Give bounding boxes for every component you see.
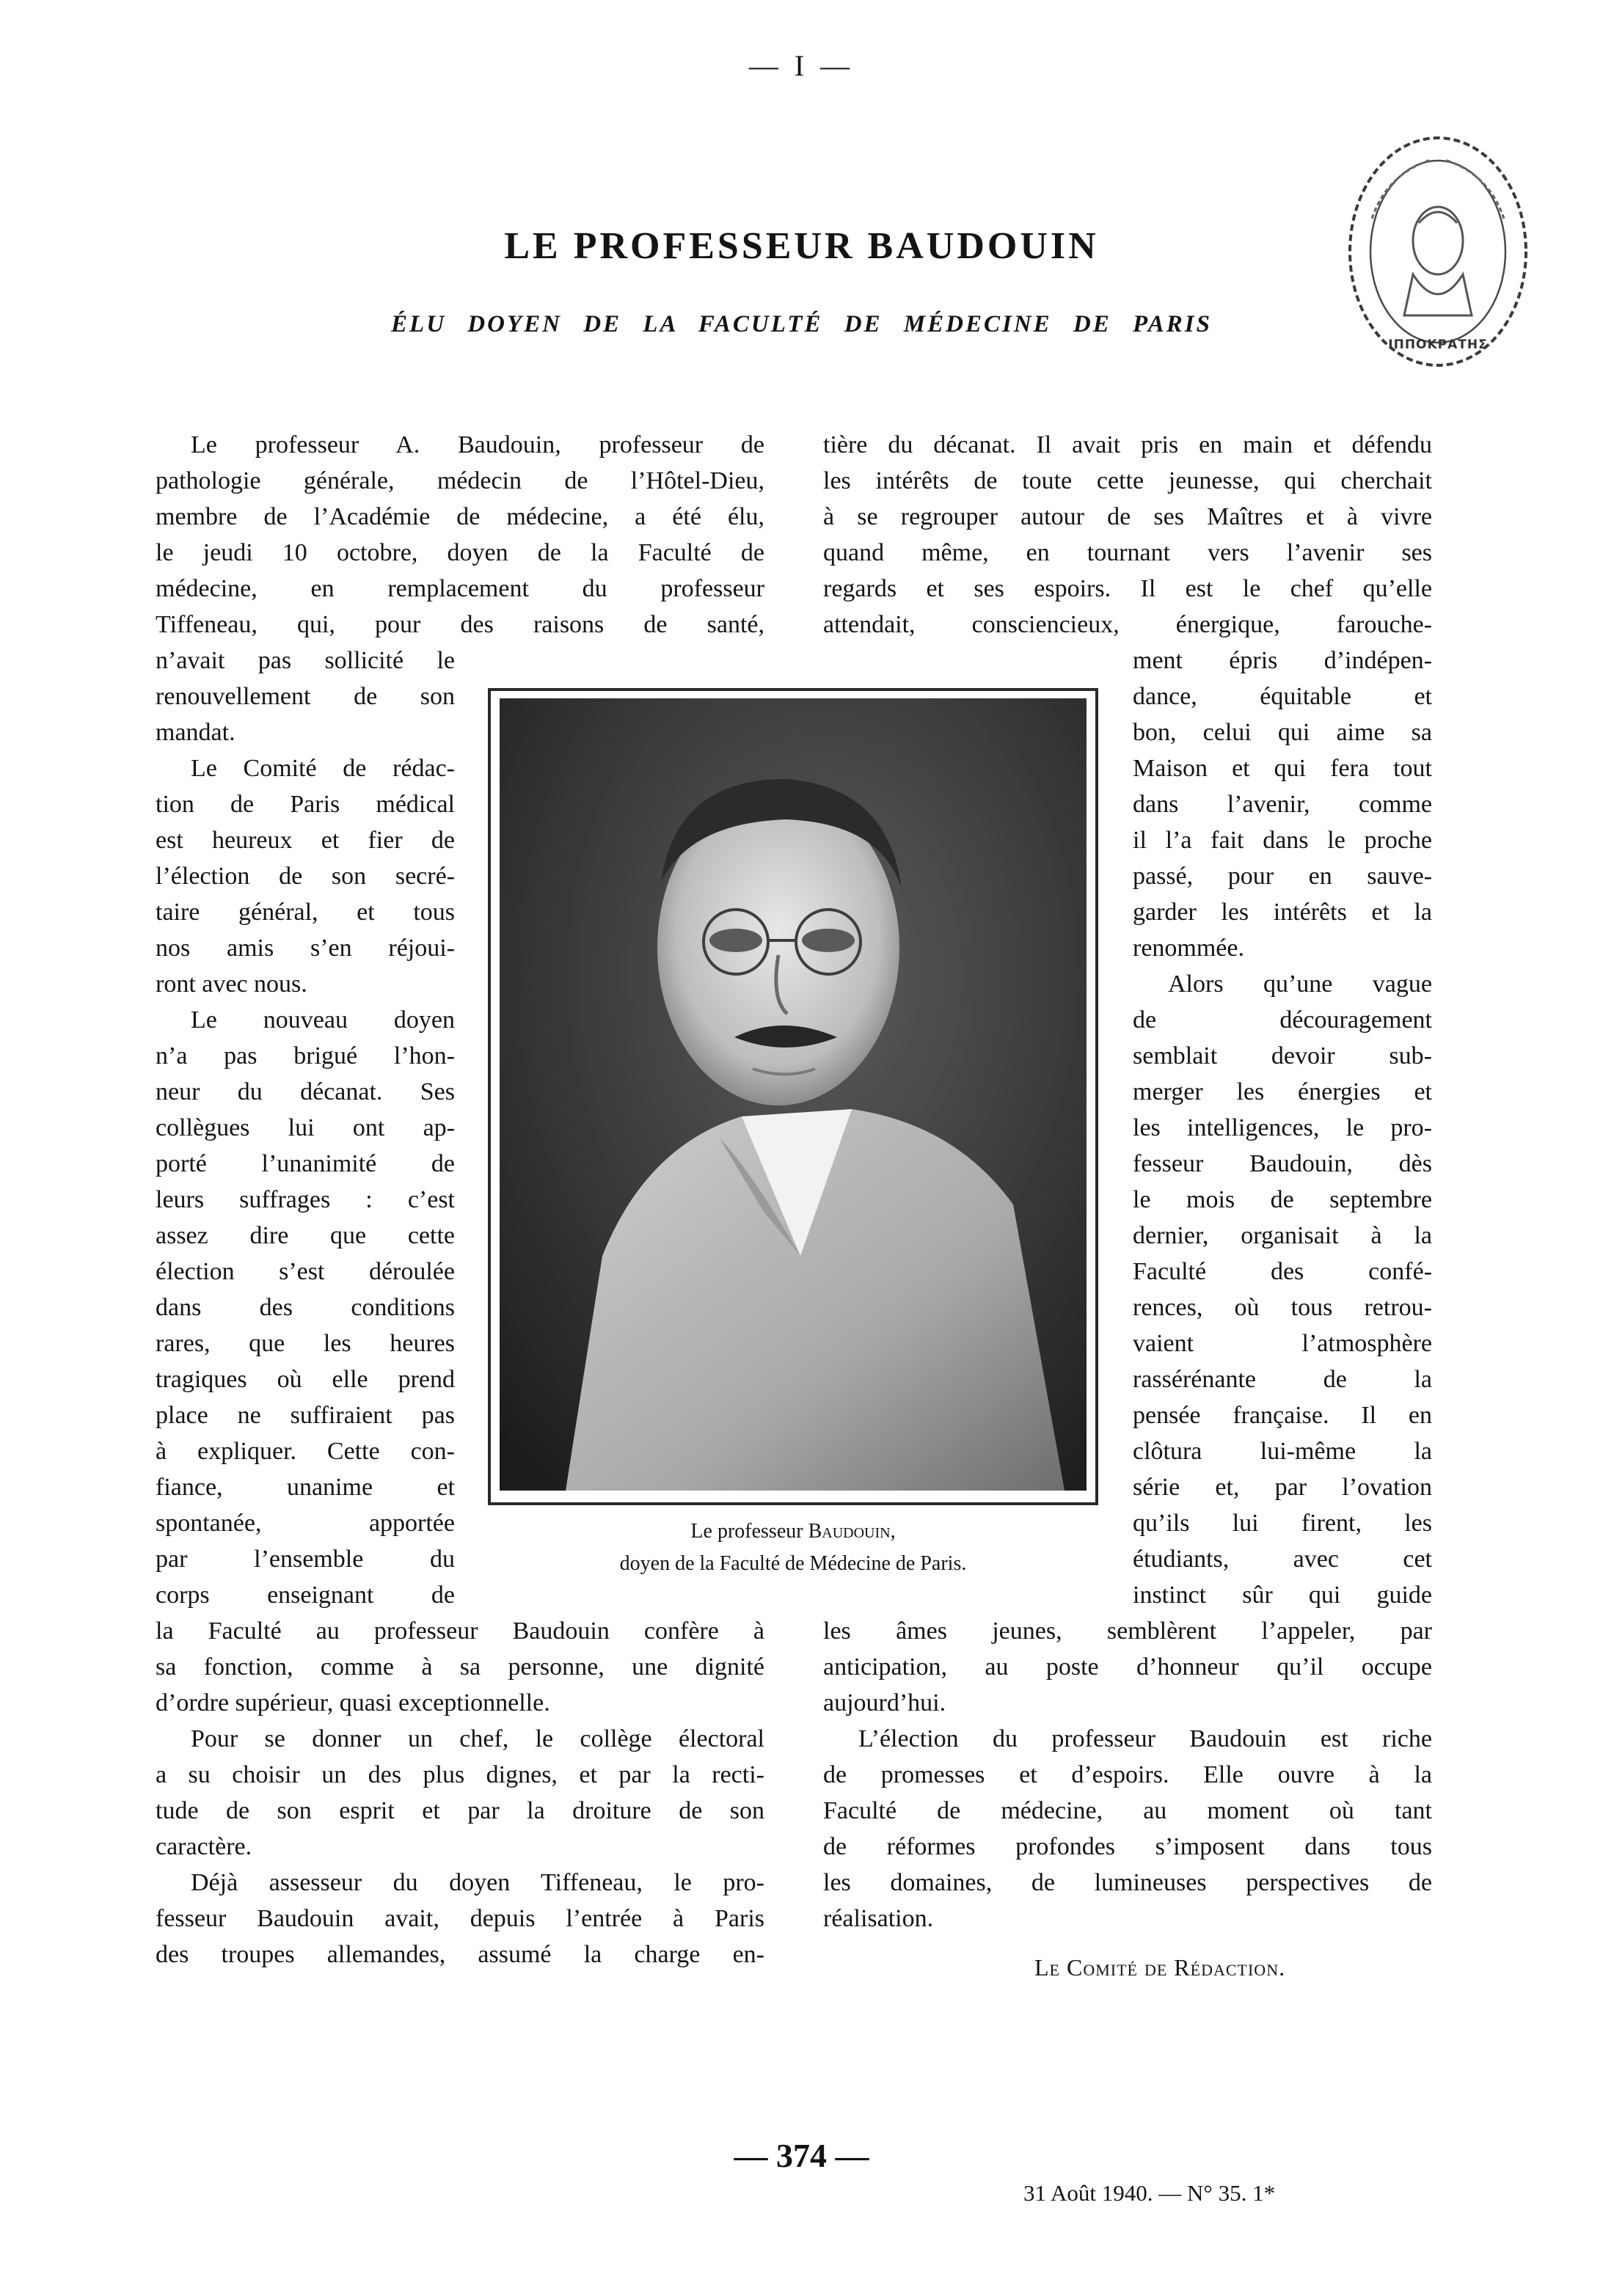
text-line: série et, par l’ovation xyxy=(1133,1474,1432,1501)
text-line: ment épris d’indépen- xyxy=(1133,647,1432,674)
text-line: est heureux et fier de xyxy=(156,827,455,854)
text-line: de promesses et d’espoirs. Elle ouvre à la xyxy=(823,1761,1432,1788)
text-line: rences, où tous retrou- xyxy=(1133,1294,1432,1321)
left-column-top xyxy=(156,427,764,643)
text-line: ront avec nous. xyxy=(156,970,307,998)
signature: Le Comité de Rédaction. xyxy=(1034,1954,1286,1981)
text-line: attendait, consciencieux, énergique, farouche- xyxy=(823,611,1432,638)
text-line: membre de l’Académie de médecine, a été élu, xyxy=(156,503,764,530)
text-line: fesseur Baudouin, dès xyxy=(1133,1150,1432,1177)
text-line: par l’ensemble du xyxy=(156,1546,455,1573)
text-line: étudiants, avec cet xyxy=(1133,1546,1432,1573)
text-line: mandat. xyxy=(156,719,235,746)
text-line: n’a pas brigué l’hon- xyxy=(156,1042,455,1070)
text-line: L’élection du professeur Baudouin est riche xyxy=(858,1725,1432,1752)
text-line: des troupes allemandes, assumé la charge en- xyxy=(156,1941,764,1968)
text-line: bon, celui qui aime sa xyxy=(1133,719,1432,746)
text-line: spontanée, apportée xyxy=(156,1510,455,1537)
text-line: dernier, organisait à la xyxy=(1133,1222,1432,1249)
left-column-bottom xyxy=(156,1613,764,1973)
text-line: élection s’est déroulée xyxy=(156,1258,455,1285)
text-line: garder les intérêts et la xyxy=(1133,899,1432,926)
portrait-photo xyxy=(500,698,1087,1491)
text-line: rares, que les heures xyxy=(156,1330,455,1357)
photo-caption-line-2: doyen de la Faculté de Médecine de Paris. xyxy=(619,1552,967,1575)
text-line: Alors qu’une vague xyxy=(1168,970,1432,998)
text-line: porté l’unanimité de xyxy=(156,1150,455,1177)
text-line: place ne suffiraient pas xyxy=(156,1402,455,1429)
text-line: quand même, en tournant vers l’avenir ses xyxy=(823,539,1432,566)
text-line: qu’ils lui firent, les xyxy=(1133,1510,1432,1537)
text-line: le jeudi 10 octobre, doyen de la Faculté de xyxy=(156,539,764,566)
text-line: nos amis s’en réjoui- xyxy=(156,935,455,962)
text-line: renouvellement de son xyxy=(156,683,455,710)
text-line: vaient l’atmosphère xyxy=(1133,1330,1432,1357)
text-line: médecine, en remplacement du professeur xyxy=(156,575,764,602)
text-line: clôtura lui-même la xyxy=(1133,1438,1432,1465)
text-line: neur du décanat. Ses xyxy=(156,1078,455,1105)
text-line: Pour se donner un chef, le collège électoral xyxy=(191,1725,764,1752)
right-column-top xyxy=(823,427,1432,643)
article-title: LE PROFESSEUR BAUDOUIN xyxy=(504,225,1099,267)
text-line: les intérêts de toute cette jeunesse, qui cherchait xyxy=(823,467,1432,494)
text-line: dance, équitable et xyxy=(1133,683,1432,710)
text-line: caractère. xyxy=(156,1833,252,1860)
text-line: tude de son esprit et par la droiture de son xyxy=(156,1797,764,1824)
text-line: fesseur Baudouin avait, depuis l’entrée à Paris xyxy=(156,1905,764,1932)
text-line: n’avait pas sollicité le xyxy=(156,647,455,674)
text-line: passé, pour en sauve- xyxy=(1133,863,1432,890)
text-line: Tiffeneau, qui, pour des raisons de santé, xyxy=(156,611,764,638)
portrait-illustration xyxy=(500,698,1087,1491)
text-line: l’élection de son secré- xyxy=(156,863,455,890)
text-line: Faculté des confé- xyxy=(1133,1258,1432,1285)
page-number: — 374 — xyxy=(734,2137,869,2174)
text-line: la Faculté au professeur Baudouin confère à xyxy=(156,1617,764,1645)
caption-name: Baudouin, xyxy=(808,1520,896,1543)
left-column-narrow xyxy=(156,643,455,1613)
text-line: tière du décanat. Il avait pris en main et défendu xyxy=(823,431,1432,458)
text-line: semblait devoir sub- xyxy=(1133,1042,1432,1070)
text-line: regards et ses espoirs. Il est le chef qu’elle xyxy=(823,575,1432,602)
text-line: Le Comité de rédac- xyxy=(191,755,455,782)
text-line: le mois de septembre xyxy=(1133,1186,1432,1213)
text-line: a su choisir un des plus dignes, et par la recti- xyxy=(156,1761,764,1788)
right-column-bottom xyxy=(823,1613,1432,1937)
text-line: renommée. xyxy=(1133,935,1244,962)
text-line: pensée française. Il en xyxy=(1133,1402,1432,1429)
text-line: Déjà assesseur du doyen Tiffeneau, le pro- xyxy=(191,1869,764,1896)
stamp-text: ΙΠΠΟΚΡΑΤΗΣ xyxy=(1388,337,1488,352)
text-line: assez dire que cette xyxy=(156,1222,455,1249)
photo-caption-line-1 xyxy=(488,1516,1098,1548)
text-line: collègues lui ont ap- xyxy=(156,1114,455,1141)
text-line: anticipation, au poste d’honneur qu’il occupe xyxy=(823,1653,1432,1681)
text-line: merger les énergies et xyxy=(1133,1078,1432,1105)
text-line: de découragement xyxy=(1133,1006,1432,1034)
text-line: à expliquer. Cette con- xyxy=(156,1438,455,1465)
text-line: leurs suffrages : c’est xyxy=(156,1186,455,1213)
text-line: fiance, unanime et xyxy=(156,1474,455,1501)
text-line: instinct sûr qui guide xyxy=(1133,1582,1432,1609)
text-line: tragiques où elle prend xyxy=(156,1366,455,1393)
text-line: aujourd’hui. xyxy=(823,1689,946,1716)
text-line: sa fonction, comme à sa personne, une dignité xyxy=(156,1653,764,1681)
text-line: réalisation. xyxy=(823,1905,934,1932)
text-line: les domaines, de lumineuses perspectives de xyxy=(823,1869,1432,1896)
text-line: il l’a fait dans le proche xyxy=(1133,827,1432,854)
article-subtitle: ÉLU DOYEN DE LA FACULTÉ DE MÉDECINE DE PARIS xyxy=(391,311,1212,337)
right-column-narrow xyxy=(1133,643,1432,1613)
text-line: Le nouveau doyen xyxy=(191,1006,455,1034)
text-line: Maison et qui fera tout xyxy=(1133,755,1432,782)
caption-prefix: Le professeur xyxy=(690,1520,803,1543)
text-line: tion de Paris médical xyxy=(156,791,455,818)
text-line: les intelligences, le pro- xyxy=(1133,1114,1432,1141)
text-line: rassérénante de la xyxy=(1133,1366,1432,1393)
text-line: corps enseignant de xyxy=(156,1582,455,1609)
text-line: Le professeur A. Baudouin, professeur de xyxy=(191,431,764,458)
text-line: de réformes profondes s’imposent dans tous xyxy=(823,1833,1432,1860)
issue-info: 31 Août 1940. — N° 35. 1* xyxy=(1023,2180,1276,2206)
text-line: les âmes jeunes, semblèrent l’appeler, par xyxy=(823,1617,1432,1645)
text-line: taire général, et tous xyxy=(156,899,455,926)
text-line: à se regrouper autour de ses Maîtres et à vivre xyxy=(823,503,1432,530)
text-line: Faculté de médecine, au moment où tant xyxy=(823,1797,1432,1824)
page-folio: — I — xyxy=(748,49,855,82)
text-line: dans des conditions xyxy=(156,1294,455,1321)
text-line: pathologie générale, médecin de l’Hôtel-Dieu, xyxy=(156,467,764,494)
text-line: dans l’avenir, comme xyxy=(1133,791,1432,818)
text-line: d’ordre supérieur, quasi exceptionnelle. xyxy=(156,1689,550,1716)
